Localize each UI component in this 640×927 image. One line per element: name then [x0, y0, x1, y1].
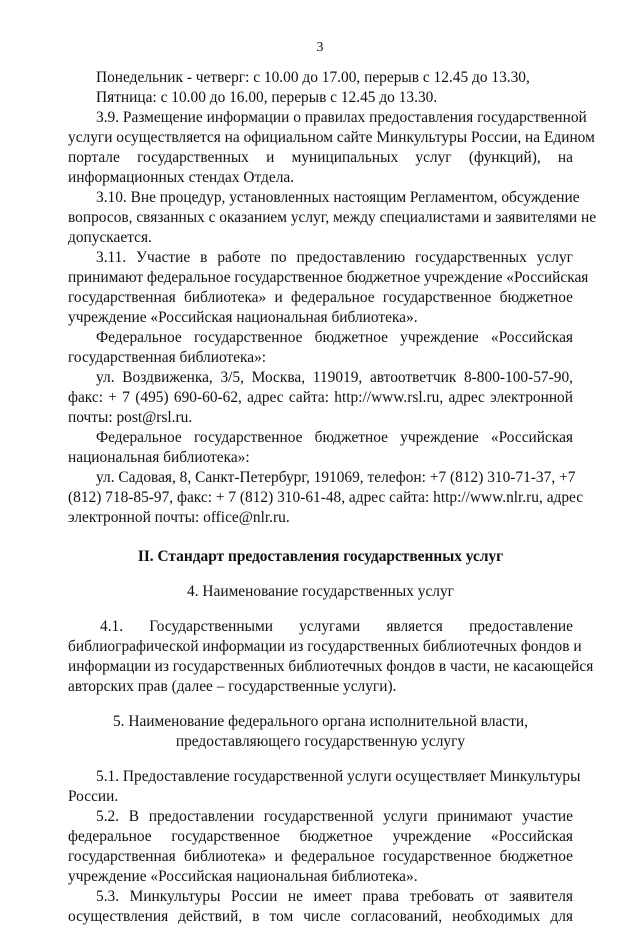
text-line-3-10: 3.10. Вне процедур, установленных настоящим Регламентом, обсуждение — [96, 189, 580, 206]
section-heading: II. Стандарт предоставления государственных услуг — [137, 548, 504, 565]
text-line: Федеральное государственное бюджетное учреждение «Российская — [96, 429, 573, 446]
text-line-nlr-email: электронной почты: office@nlr.ru. — [68, 509, 290, 526]
text-line-hours-friday: Пятница: с 10.00 до 16.00, перерыв с 12.45 до 13.30. — [96, 89, 438, 106]
text-line: федеральное государственное бюджетное учреждение «Российская — [68, 828, 573, 845]
text-line: государственная библиотека»: — [68, 349, 267, 366]
subsection-heading: 4. Наименование государственных услуг — [187, 583, 454, 600]
text-line-rsl-email: почты: post@rsl.ru. — [68, 409, 193, 426]
text-line: библиографической информации из государственных библиотечных фондов и — [68, 638, 582, 655]
text-line: государственная библиотека» и федеральное государственное бюджетное — [68, 848, 573, 865]
text-line: национальная библиотека»: — [68, 449, 250, 466]
subsection-heading: предоставляющего государственную услугу — [175, 733, 466, 750]
text-line-3-11: 3.11. Участие в работе по предоставлению государственных услуг — [96, 249, 573, 266]
text-line-5-3: 5.3. Минкультуры России не имеет права требовать от заявителя — [96, 888, 573, 905]
text-line: принимают федеральное государственное бюджетное учреждение «Российская — [68, 269, 589, 286]
text-line: учреждение «Российская национальная библиотека». — [68, 868, 418, 885]
text-line-rsl-contacts: факс: + 7 (495) 690-60-62, адрес сайта: http://www.rsl.ru, адрес электронной — [68, 389, 573, 406]
text-line: информации из государственных библиотечных фондов в части, не касающейся — [68, 658, 594, 675]
text-line: допускается. — [68, 229, 152, 246]
document-body — [68, 68, 597, 927]
text-line: Федеральное государственное бюджетное учреждение «Российская — [96, 329, 573, 346]
text-line: авторских прав (далее – государственные услуги). — [68, 678, 397, 695]
text-line: России. — [68, 788, 119, 805]
text-line: портале государственных и муниципальных услуг (функций), на — [68, 149, 573, 166]
text-line-5-1: 5.1. Предоставление государственной услуги осуществляет Минкультуры — [96, 768, 581, 785]
text-line: информационных стендах Отдела. — [68, 169, 295, 186]
text-line: вопросов, связанных с оказанием услуг, между специалистами и заявителями не — [68, 209, 597, 226]
text-line: государственная библиотека» и федеральное государственное бюджетное — [68, 289, 573, 306]
text-line-4-1: 4.1. Государственными услугами является предоставление — [100, 618, 573, 635]
text-line: услуги осуществляется на официальном сайте Минкультуры России, на Едином — [68, 129, 595, 146]
text-line: учреждение «Российская национальная библиотека». — [68, 309, 418, 326]
text-line-hours-weekdays: Понедельник - четверг: с 10.00 до 17.00, перерыв с 12.45 до 13.30, — [96, 69, 530, 86]
text-line: осуществления действий, в том числе согласований, необходимых для — [68, 908, 573, 925]
page-number: 3 — [316, 40, 324, 55]
subsection-heading: 5. Наименование федерального органа исполнительной власти, — [112, 713, 529, 730]
text-line-3-9: 3.9. Размещение информации о правилах предоставления государственной — [96, 109, 587, 126]
text-line-5-2: 5.2. В предоставлении государственной услуги принимают участие — [96, 808, 573, 825]
text-line-rsl-address: ул. Воздвиженка, 3/5, Москва, 119019, автоответчик 8-800-100-57-90, — [96, 369, 573, 386]
text-line-nlr-address: ул. Садовая, 8, Санкт-Петербург, 191069, телефон: +7 (812) 310-71-37, +7 — [96, 469, 576, 486]
text-line-nlr-contacts: (812) 718-85-97, факс: + 7 (812) 310-61-48, адрес сайта: http://www.nlr.ru, адрес — [68, 489, 584, 506]
